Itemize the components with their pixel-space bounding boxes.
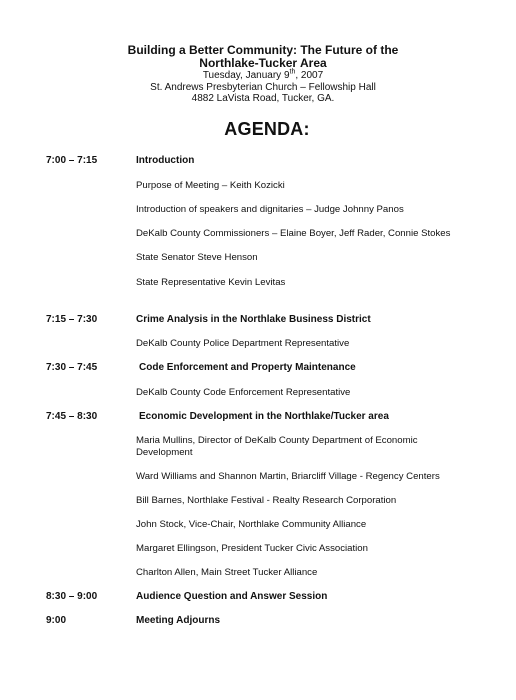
session-time: 7:30 – 7:45 — [46, 362, 98, 373]
event-venue: St. Andrews Presbyterian Church – Fellowship Hall — [150, 81, 376, 93]
event-title-line-2: Northlake-Tucker Area — [199, 56, 327, 70]
agenda-item: John Stock, Vice-Chair, Northlake Community Alliance — [136, 519, 367, 530]
session-title: Audience Question and Answer Session — [136, 591, 328, 602]
event-date-year: , 2007 — [295, 70, 324, 81]
agenda-item: State Representative Kevin Levitas — [136, 277, 286, 288]
session-title: Meeting Adjourns — [136, 615, 221, 626]
agenda-item: State Senator Steve Henson — [136, 252, 258, 263]
agenda-item: Purpose of Meeting – Keith Kozicki — [136, 180, 285, 191]
event-date-ordinal: th — [289, 68, 296, 76]
session-title: Introduction — [136, 155, 195, 166]
session-time: 7:00 – 7:15 — [46, 155, 98, 166]
session-title: Code Enforcement and Property Maintenance — [139, 362, 356, 373]
session-time: 8:30 – 9:00 — [46, 591, 98, 602]
agenda-item: Charlton Allen, Main Street Tucker Alliance — [136, 567, 318, 578]
agenda-item: DeKalb County Code Enforcement Representative — [136, 387, 351, 398]
session-title: Economic Development in the Northlake/Tucker area — [139, 411, 389, 422]
session-time: 7:45 – 8:30 — [46, 411, 98, 422]
session-time: 7:15 – 7:30 — [46, 314, 98, 325]
event-date-main: Tuesday, January 9 — [202, 70, 290, 81]
agenda-item: Ward Williams and Shannon Martin, Briarcliff Village - Regency Centers — [136, 471, 440, 482]
agenda-item: DeKalb County Police Department Representative — [136, 338, 350, 349]
event-address: 4882 LaVista Road, Tucker, GA. — [191, 93, 335, 104]
session-time: 9:00 — [46, 615, 67, 626]
agenda-item: Margaret Ellingson, President Tucker Civic Association — [136, 543, 368, 554]
agenda-heading: AGENDA: — [224, 119, 310, 139]
agenda-item: DeKalb County Commissioners – Elaine Boyer, Jeff Rader, Connie Stokes — [136, 228, 451, 239]
session-title: Crime Analysis in the Northlake Business District — [136, 314, 371, 325]
agenda-item: Maria Mullins, Director of DeKalb County Department of Economic Development — [136, 435, 418, 458]
event-title-line-1: Building a Better Community: The Future of the — [127, 43, 399, 57]
agenda-item: Bill Barnes, Northlake Festival - Realty Research Corporation — [136, 495, 397, 506]
agenda-item: Introduction of speakers and dignitaries – Judge Johnny Panos — [136, 204, 404, 215]
